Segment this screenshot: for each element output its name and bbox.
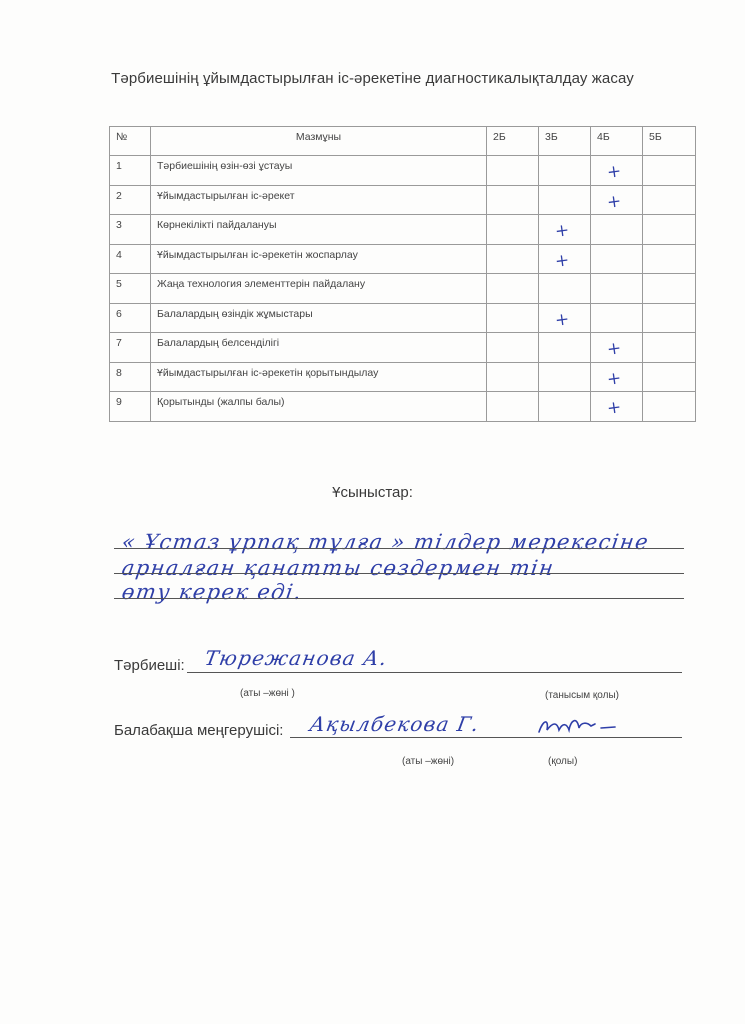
grade-cell-4Б (591, 333, 643, 363)
grade-cell-2Б (487, 244, 539, 274)
row-number: 6 (110, 303, 151, 333)
grade-cell-2Б (487, 185, 539, 215)
handwritten-check-mark: + (605, 397, 623, 419)
grade-cell-4Б (591, 156, 643, 186)
grade-cell-4Б (591, 303, 643, 333)
table-row (110, 362, 696, 392)
grade-cell-2Б (487, 274, 539, 304)
table-row (110, 333, 696, 363)
table-row (110, 156, 696, 186)
diagnostic-table (109, 126, 696, 422)
handwritten-check-mark: + (605, 161, 623, 183)
handwritten-check-mark: + (605, 338, 623, 360)
head-caption-signature: (қолы) (548, 756, 578, 767)
handwritten-check-mark: + (605, 367, 623, 390)
head-label: Балабақша меңгерушісі: (114, 722, 284, 739)
row-content: Ұйымдастырылған іс-әрекет (151, 185, 487, 215)
row-number: 2 (110, 185, 151, 215)
handwritten-check-mark: + (553, 249, 571, 272)
row-number: 8 (110, 362, 151, 392)
grade-cell-4Б (591, 362, 643, 392)
grade-cell-5Б (643, 215, 696, 245)
header-grade-3: 3Б (539, 127, 591, 156)
row-content: Балалардың белсенділігі (151, 333, 487, 363)
grade-cell-5Б (643, 362, 696, 392)
grade-cell-3Б (539, 333, 591, 363)
grade-cell-5Б (643, 274, 696, 304)
head-name: Ақылбекова Г. (307, 712, 482, 736)
table-row (110, 215, 696, 245)
table-row (110, 392, 696, 422)
handwritten-check-mark: + (553, 308, 571, 331)
row-number: 3 (110, 215, 151, 245)
header-grade-4: 4Б (591, 127, 643, 156)
grade-cell-3Б (539, 244, 591, 274)
grade-cell-2Б (487, 333, 539, 363)
row-content: Ұйымдастырылған іс-әрекетін қорытындылау (151, 362, 487, 392)
grade-cell-5Б (643, 156, 696, 186)
row-number: 7 (110, 333, 151, 363)
header-grade-5: 5Б (643, 127, 696, 156)
grade-cell-5Б (643, 333, 696, 363)
recommendations-title: Ұсыныстар: (332, 484, 413, 501)
header-content: Мазмұны (151, 127, 487, 156)
grade-cell-5Б (643, 185, 696, 215)
handwritten-check-mark: + (553, 220, 571, 242)
grade-cell-4Б (591, 215, 643, 245)
table-row (110, 244, 696, 274)
document-title: Тәрбиешінің ұйымдастырылған іс-әрекетіне диагностикалықталдау жасау (111, 70, 634, 87)
grade-cell-5Б (643, 244, 696, 274)
teacher-caption-name: (аты –жөні ) (240, 688, 295, 699)
table-row (110, 185, 696, 215)
recommendation-line-3: өту керек еді. (120, 580, 304, 604)
grade-cell-2Б (487, 156, 539, 186)
row-number: 5 (110, 274, 151, 304)
row-content: Ұйымдастырылған іс-әрекетін жоспарлау (151, 244, 487, 274)
grade-cell-3Б (539, 274, 591, 304)
head-signature-line (290, 737, 682, 738)
row-content: Көрнекілікті пайдалануы (151, 215, 487, 245)
ruled-line-3 (114, 598, 684, 599)
grade-cell-3Б (539, 215, 591, 245)
table-header-row (110, 127, 696, 156)
handwritten-check-mark: + (605, 190, 623, 213)
grade-cell-5Б (643, 303, 696, 333)
teacher-signature-line (187, 672, 682, 673)
row-number: 9 (110, 392, 151, 422)
header-number: № (110, 127, 151, 156)
row-number: 4 (110, 244, 151, 274)
grade-cell-3Б (539, 362, 591, 392)
table-body (110, 156, 696, 422)
grade-cell-3Б (539, 392, 591, 422)
ruled-line-1 (114, 548, 684, 549)
grade-cell-2Б (487, 303, 539, 333)
grade-cell-4Б (591, 274, 643, 304)
header-grade-2: 2Б (487, 127, 539, 156)
ruled-line-2 (114, 573, 684, 574)
row-content: Жаңа технология элементтерін пайдалану (151, 274, 487, 304)
row-content: Балалардың өзіндік жұмыстары (151, 303, 487, 333)
grade-cell-4Б (591, 185, 643, 215)
row-number: 1 (110, 156, 151, 186)
row-content: Тәрбиешінің өзін-өзі ұстауы (151, 156, 487, 186)
grade-cell-2Б (487, 362, 539, 392)
grade-cell-2Б (487, 215, 539, 245)
grade-cell-5Б (643, 392, 696, 422)
grade-cell-4Б (591, 392, 643, 422)
grade-cell-4Б (591, 244, 643, 274)
recommendation-line-2: арналған қанатты сөздермен тiн (120, 556, 557, 580)
grade-cell-3Б (539, 303, 591, 333)
grade-cell-3Б (539, 156, 591, 186)
grade-cell-3Б (539, 185, 591, 215)
row-content: Қорытынды (жалпы балы) (151, 392, 487, 422)
grade-cell-2Б (487, 392, 539, 422)
teacher-label: Тәрбиеші: (114, 657, 185, 674)
teacher-caption-signature: (танысым қолы) (545, 690, 619, 701)
teacher-name: Тюрежанова А. (202, 646, 390, 670)
table-row (110, 274, 696, 304)
table-row (110, 303, 696, 333)
head-caption-name: (аты –жөні) (402, 756, 455, 767)
recommendation-line-1: « Ұстаз ұрпақ тұлға » тілдер мерекесіне (120, 530, 651, 554)
